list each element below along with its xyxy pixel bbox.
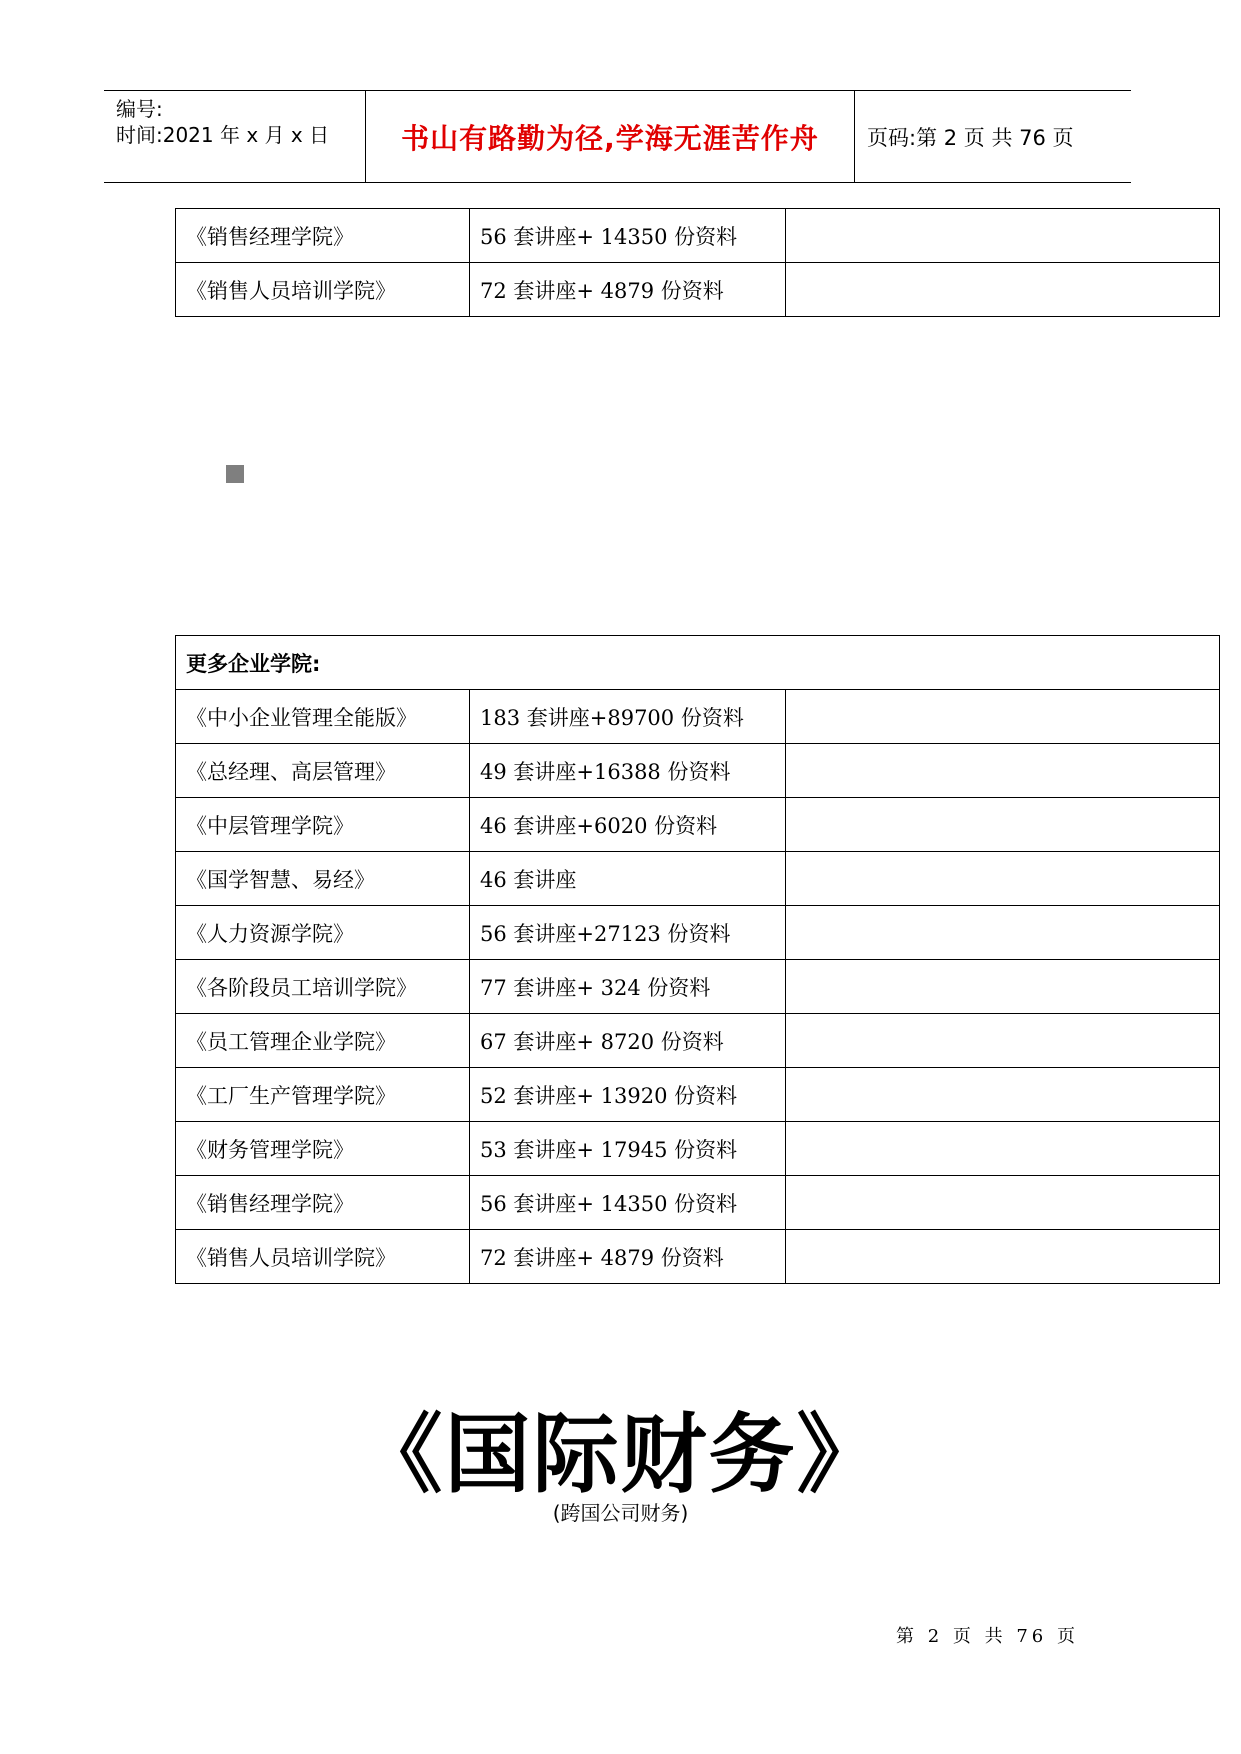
table-row: [176, 263, 1220, 317]
table-row: [176, 1068, 1220, 1122]
square-bullet-icon: [226, 465, 244, 483]
academy-content: 183 套讲座+89700 份资料: [470, 690, 786, 744]
academy-extra: [786, 1230, 1220, 1284]
table-row: [176, 209, 1220, 263]
academy-name: 《中小企业管理全能版》: [176, 690, 470, 744]
academy-extra: [786, 744, 1220, 798]
academy-name: 《销售人员培训学院》: [176, 1230, 470, 1284]
academy-extra: [786, 690, 1220, 744]
academy-name: 《销售人员培训学院》: [176, 263, 470, 317]
academy-content: 52 套讲座+ 13920 份资料: [470, 1068, 786, 1122]
table-row: [176, 906, 1220, 960]
table-row: [176, 798, 1220, 852]
page-header: [104, 90, 1131, 183]
academy-extra: [786, 852, 1220, 906]
academy-content: 53 套讲座+ 17945 份资料: [470, 1122, 786, 1176]
academy-content: 46 套讲座: [470, 852, 786, 906]
academy-content: 56 套讲座+ 14350 份资料: [470, 1176, 786, 1230]
header-meta: [104, 91, 365, 182]
number-label: 编号:: [116, 97, 163, 121]
document-title: 《国际财务》: [356, 1405, 885, 1505]
page-footer: 第 2 页 共 76 页: [896, 1626, 1079, 1647]
document-subtitle: (跨国公司财务): [552, 1501, 689, 1525]
table-heading: 更多企业学院:: [176, 636, 1220, 690]
academy-name: 《工厂生产管理学院》: [176, 1068, 470, 1122]
academy-content: 56 套讲座+27123 份资料: [470, 906, 786, 960]
academy-extra: [786, 960, 1220, 1014]
table-row: [176, 690, 1220, 744]
table-row: [176, 852, 1220, 906]
table-row: [176, 1122, 1220, 1176]
academy-name: 《各阶段员工培训学院》: [176, 960, 470, 1014]
academy-table-top: [175, 208, 1220, 317]
table-row: [176, 744, 1220, 798]
academy-name: 《国学智慧、易经》: [176, 852, 470, 906]
table-row: [176, 1230, 1220, 1284]
academy-name: 《销售经理学院》: [176, 209, 470, 263]
table-row: [176, 960, 1220, 1014]
academy-extra: [786, 906, 1220, 960]
academy-content: 72 套讲座+ 4879 份资料: [470, 263, 786, 317]
academy-extra: [786, 798, 1220, 852]
academy-content: 67 套讲座+ 8720 份资料: [470, 1014, 786, 1068]
table-row: [176, 1176, 1220, 1230]
academy-extra: [786, 1122, 1220, 1176]
academy-name: 《人力资源学院》: [176, 906, 470, 960]
table-row: [176, 1014, 1220, 1068]
academy-name: 《总经理、高层管理》: [176, 744, 470, 798]
time-label: 时间:2021 年 x 月 x 日: [116, 123, 330, 147]
academy-content: 49 套讲座+16388 份资料: [470, 744, 786, 798]
header-motto: 书山有路勤为径,学海无涯苦作舟: [365, 91, 855, 182]
academy-name: 《员工管理企业学院》: [176, 1014, 470, 1068]
academy-content: 56 套讲座+ 14350 份资料: [470, 209, 786, 263]
table-heading-row: [176, 636, 1220, 690]
header-page-info: 页码:第 2 页 共 76 页: [867, 125, 1074, 150]
academy-extra: [786, 263, 1220, 317]
academy-content: 77 套讲座+ 324 份资料: [470, 960, 786, 1014]
academy-name: 《中层管理学院》: [176, 798, 470, 852]
academy-table-more: [175, 635, 1220, 1284]
academy-name: 《销售经理学院》: [176, 1176, 470, 1230]
academy-extra: [786, 209, 1220, 263]
academy-name: 《财务管理学院》: [176, 1122, 470, 1176]
academy-content: 46 套讲座+6020 份资料: [470, 798, 786, 852]
academy-extra: [786, 1176, 1220, 1230]
academy-extra: [786, 1014, 1220, 1068]
academy-extra: [786, 1068, 1220, 1122]
academy-content: 72 套讲座+ 4879 份资料: [470, 1230, 786, 1284]
